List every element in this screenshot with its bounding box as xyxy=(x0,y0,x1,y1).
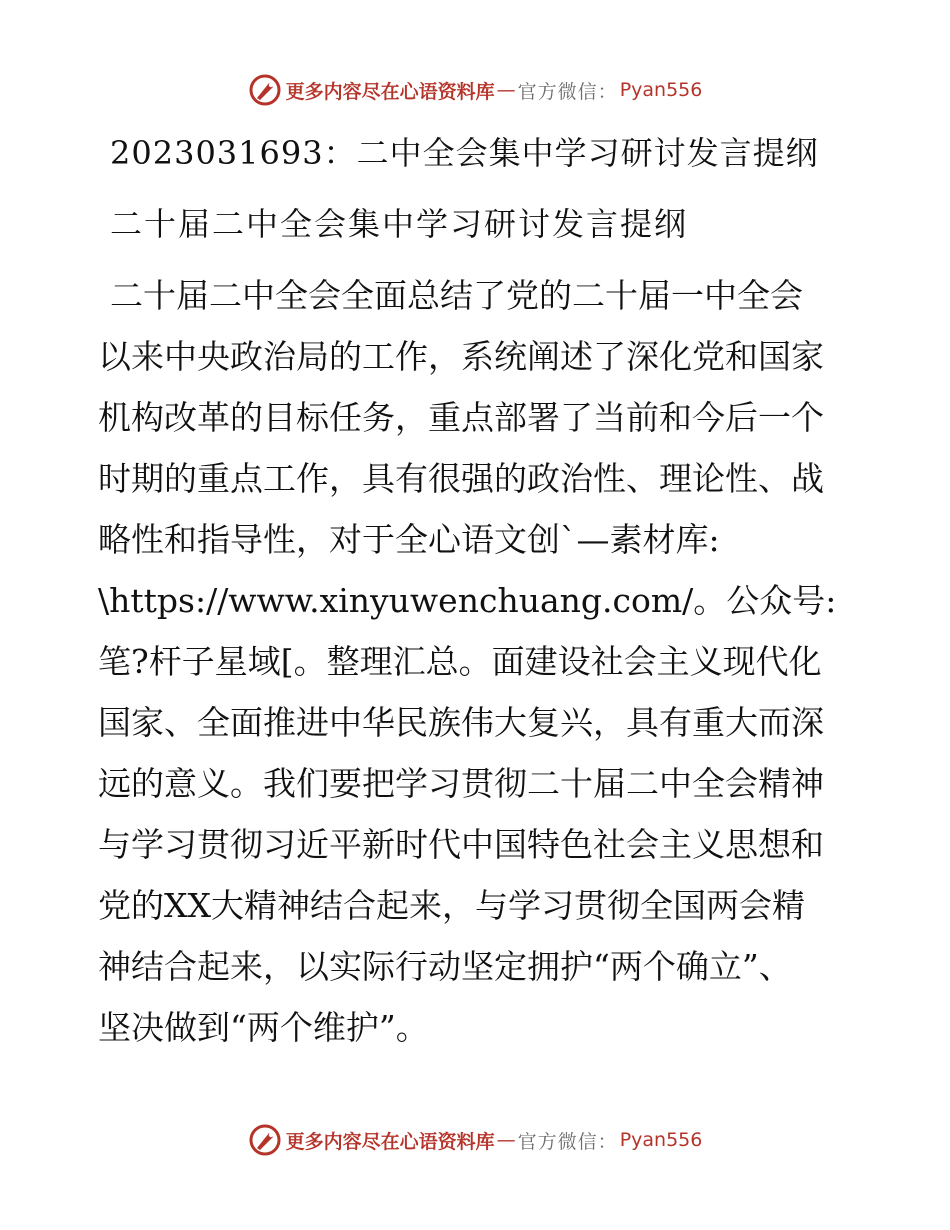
document-subtitle: 二十届二中全会集中学习研讨发言提纲 xyxy=(110,205,689,243)
body-line: 略性和指导性，对于全心语文创`—素材库: xyxy=(98,520,720,559)
banner-official-label: 官方微信： xyxy=(517,80,618,103)
footer-watermark-banner xyxy=(0,1120,950,1160)
pen-nib-logo-icon xyxy=(248,1123,282,1157)
body-line: 神结合起来，以实际行动坚定拥护“两个确立”、 xyxy=(98,947,792,986)
banner-official-label: 官方微信： xyxy=(517,1130,618,1153)
body-line: 党的XX大精神结合起来，与学习贯彻全国两会精 xyxy=(98,886,805,925)
body-line: 笔?杆子星域[。整理汇总。面建设社会主义现代化 xyxy=(98,642,822,681)
body-line: 时期的重点工作，具有很强的政治性、理论性、战 xyxy=(98,459,824,498)
body-line: 以来中央政治局的工作，系统阐述了深化党和国家 xyxy=(98,337,824,376)
body-line: \https://www.xinyuwenchuang.com/。公众号: xyxy=(98,581,837,620)
header-watermark-banner xyxy=(0,70,950,110)
body-line: 远的意义。我们要把学习贯彻二十届二中全会精神 xyxy=(98,764,824,803)
banner-brand-text: 更多内容尽在心语资料库 xyxy=(285,1130,495,1153)
pen-nib-logo-icon xyxy=(248,73,282,107)
body-line: 国家、全面推进中华民族伟大复兴，具有重大而深 xyxy=(98,703,824,742)
body-line: 二十届二中全会全面总结了党的二十届一中全会 xyxy=(110,276,803,315)
document-title: 2023031693：二中全会集中学习研讨发言提纲 xyxy=(110,134,819,172)
document-body xyxy=(98,265,858,1058)
banner-wechat-id: Pyan556 xyxy=(619,1129,703,1151)
banner-brand-text: 更多内容尽在心语资料库 xyxy=(285,80,495,103)
banner-dash: — xyxy=(496,1129,516,1151)
banner-wechat-id: Pyan556 xyxy=(619,79,703,101)
body-line: 坚决做到“两个维护”。 xyxy=(98,1008,429,1047)
body-line: 与学习贯彻习近平新时代中国特色社会主义思想和 xyxy=(98,825,824,864)
banner-dash: — xyxy=(496,79,516,101)
body-line: 机构改革的目标任务，重点部署了当前和今后一个 xyxy=(98,398,824,437)
